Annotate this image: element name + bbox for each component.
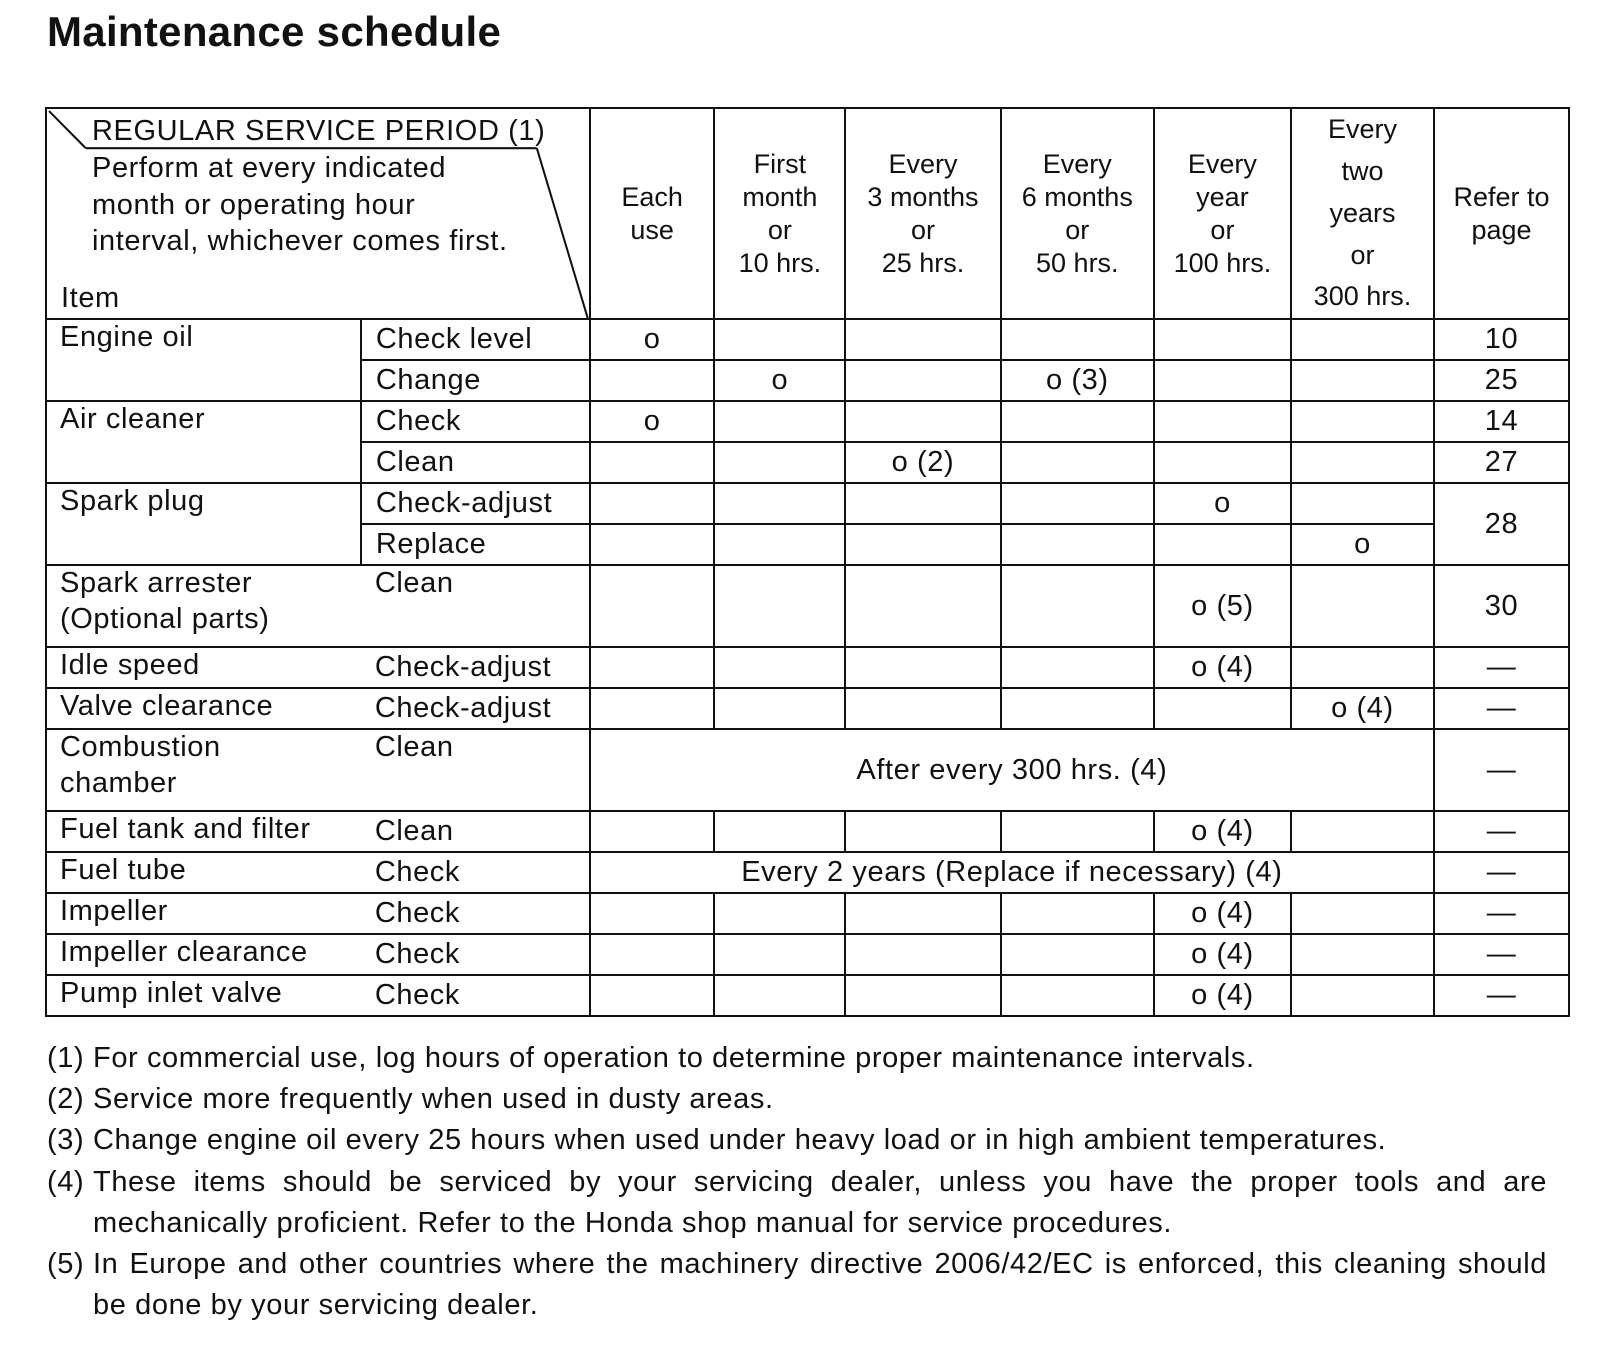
period-line: 6 months [1021,181,1133,212]
item-combustion-chamber [46,729,361,811]
item-valve-clearance: Valve clearance [46,688,361,729]
period-line: Every [1187,148,1257,179]
footnote-text: In Europe and other countries where the machinery directive 2006/42/EC is enforced, this cleaning should be done by your servicing dealer. [93,1248,1547,1322]
action-cell: Clean [361,565,590,647]
schedule-cell [590,934,715,975]
schedule-mark: o [590,319,715,360]
schedule-cell [1291,319,1434,360]
page-ref: 14 [1434,401,1569,442]
table-row [46,688,1569,729]
page-ref: 27 [1434,442,1569,483]
schedule-cell [1001,442,1154,483]
page-ref: — [1434,852,1569,893]
table-row [46,647,1569,688]
table-row [46,401,1569,442]
period-line: Every [888,148,958,179]
period-line: 10 hrs. [738,247,822,278]
item-spark-plug: Spark plug [46,483,361,565]
schedule-cell [1154,360,1291,401]
item-impeller: Impeller [46,893,361,934]
period-line: or [767,214,792,245]
period-line: 3 months [867,181,979,212]
schedule-cell [714,647,845,688]
schedule-cell [1001,524,1154,565]
schedule-cell [845,360,1000,401]
table-row [46,319,1569,360]
action-cell: Check [361,934,590,975]
period-header-each-use [590,108,715,319]
item-line: chamber [60,766,178,799]
page-ref: — [1434,729,1569,811]
schedule-cell [714,934,845,975]
footnote [47,1038,1547,1079]
schedule-cell [714,893,845,934]
footnote-number: (1) [47,1042,85,1074]
action-cell: Replace [361,524,590,565]
period-line: two [1341,155,1384,186]
footnote-number: (3) [47,1124,85,1157]
schedule-cell [714,483,845,524]
schedule-cell [590,811,715,852]
page-ref: 30 [1434,565,1569,647]
period-header-every-year [1154,108,1291,319]
schedule-mark: o (4) [1154,893,1291,934]
schedule-mark: o (2) [845,442,1000,483]
schedule-cell [1001,975,1154,1016]
schedule-cell [590,524,715,565]
schedule-cell [1154,442,1291,483]
period-line: 100 hrs. [1173,247,1272,278]
footnote-number: (2) [47,1083,85,1116]
schedule-cell [590,688,715,729]
item-spark-arrester [46,565,361,647]
footnote [47,1120,1547,1161]
period-header-refer-page [1434,108,1569,319]
period-line: page [1471,214,1532,245]
action-cell: Check-adjust [361,483,590,524]
period-header-3-months [845,108,1000,319]
schedule-cell [714,442,845,483]
period-line: Every [1042,148,1112,179]
item-air-cleaner: Air cleaner [46,401,361,483]
table-row [46,852,1569,893]
period-line: Refer to [1453,181,1550,212]
page-ref: — [1434,975,1569,1016]
schedule-cell [1154,401,1291,442]
service-period-line: Perform at every indicated [92,151,447,184]
schedule-cell [1291,934,1434,975]
page-title: Maintenance schedule [47,8,502,55]
schedule-mark: o (4) [1154,975,1291,1016]
table-row [46,483,1569,524]
schedule-cell [1291,360,1434,401]
period-line: year [1196,181,1249,212]
schedule-mark: o (5) [1154,565,1291,647]
schedule-cell [1291,647,1434,688]
table-row [46,934,1569,975]
schedule-cell [1291,565,1434,647]
period-header-6-months [1001,108,1154,319]
period-line: 300 hrs. [1313,281,1412,312]
page-ref: — [1434,893,1569,934]
schedule-cell [714,401,845,442]
page-ref: — [1434,647,1569,688]
item-fuel-tank-filter: Fuel tank and filter [46,811,361,852]
period-line: or [1350,239,1375,270]
action-cell: Check [361,975,590,1016]
header-corner-cell [46,108,590,319]
schedule-cell [590,893,715,934]
schedule-cell [590,975,715,1016]
page-ref: — [1434,688,1569,729]
page-ref: 28 [1434,483,1569,565]
schedule-cell [714,975,845,1016]
schedule-cell [1291,442,1434,483]
maintenance-table [45,107,1570,1017]
period-line: month [742,181,818,212]
schedule-span-note: Every 2 years (Replace if necessary) (4) [590,852,1434,893]
page-ref: 10 [1434,319,1569,360]
schedule-cell [1001,565,1154,647]
schedule-cell [845,934,1000,975]
schedule-cell [845,647,1000,688]
footnote-text: For commercial use, log hours of operation to determine proper maintenance intervals. [93,1042,1255,1074]
service-period-line: interval, whichever comes first. [92,225,508,258]
schedule-cell [845,975,1000,1016]
period-line: use [630,214,674,245]
schedule-cell [714,811,845,852]
schedule-cell [1154,319,1291,360]
item-engine-oil: Engine oil [46,319,361,401]
table-row [46,811,1569,852]
footnote [47,1079,1547,1120]
item-fuel-tube: Fuel tube [46,852,361,893]
header-corner-text [92,113,545,260]
item-idle-speed: Idle speed [46,647,361,688]
period-line: 25 hrs. [881,247,965,278]
header-row [46,108,1569,319]
schedule-cell [845,524,1000,565]
schedule-cell [1291,401,1434,442]
action-cell: Check-adjust [361,647,590,688]
schedule-cell [1001,893,1154,934]
schedule-cell [845,688,1000,729]
schedule-cell [714,688,845,729]
footnote-number: (4) [47,1165,85,1198]
action-cell: Check [361,401,590,442]
action-cell: Check level [361,319,590,360]
schedule-cell [1001,934,1154,975]
schedule-cell [1154,688,1291,729]
schedule-cell [1001,688,1154,729]
action-cell: Check-adjust [361,688,590,729]
schedule-cell [1291,893,1434,934]
schedule-cell [1001,647,1154,688]
footnote [47,1244,1547,1326]
schedule-mark: o (4) [1154,934,1291,975]
footnote-number: (5) [47,1248,85,1281]
schedule-mark: o [1154,483,1291,524]
schedule-cell [845,319,1000,360]
schedule-mark: o [590,401,715,442]
item-line: (Optional parts) [60,602,270,635]
schedule-cell [590,442,715,483]
period-line: years [1329,197,1396,228]
action-cell: Clean [361,442,590,483]
schedule-cell [1001,319,1154,360]
schedule-cell [1291,811,1434,852]
period-line: 50 hrs. [1036,247,1119,278]
item-line: Combustion [60,731,221,764]
footnote-text: Change engine oil every 25 hours when used under heavy load or in high ambient temperatures. [93,1124,1387,1157]
table-row [46,729,1569,811]
footnote [47,1162,1547,1244]
schedule-mark: o [1291,524,1434,565]
schedule-span-note: After every 300 hrs. (4) [590,729,1434,811]
period-line: or [1065,214,1090,245]
period-line: or [910,214,935,245]
schedule-cell [714,319,845,360]
schedule-cell [845,483,1000,524]
schedule-cell [590,565,715,647]
period-header-two-years [1291,108,1434,319]
footnotes [47,1038,1547,1326]
period-line: Each [621,181,683,212]
schedule-cell [1154,524,1291,565]
service-period-title: REGULAR SERVICE PERIOD (1) [92,115,546,147]
schedule-cell [590,483,715,524]
item-impeller-clearance: Impeller clearance [46,934,361,975]
item-column-label: Item [61,281,120,314]
action-cell: Check [361,852,590,893]
schedule-cell [1001,483,1154,524]
schedule-mark: o (4) [1154,811,1291,852]
schedule-cell [1291,975,1434,1016]
action-cell: Clean [361,729,590,811]
table-row [46,565,1569,647]
schedule-cell [590,647,715,688]
table-row [46,975,1569,1016]
schedule-mark: o (4) [1291,688,1434,729]
schedule-cell [590,360,715,401]
schedule-cell [1001,811,1154,852]
schedule-cell [1291,483,1434,524]
action-cell: Change [361,360,590,401]
item-pump-inlet-valve: Pump inlet valve [46,975,361,1016]
footnote-text: Service more frequently when used in dusty areas. [93,1083,774,1116]
action-cell: Check [361,893,590,934]
period-line: First [753,148,807,179]
schedule-mark: o (3) [1001,360,1154,401]
action-cell: Clean [361,811,590,852]
table-row [46,893,1569,934]
schedule-cell [1001,401,1154,442]
service-period-line: month or operating hour [92,188,416,221]
period-line: or [1210,214,1235,245]
schedule-mark: o [714,360,845,401]
schedule-cell [714,524,845,565]
page-ref: — [1434,934,1569,975]
page-ref: 25 [1434,360,1569,401]
schedule-mark: o (4) [1154,647,1291,688]
schedule-cell [845,565,1000,647]
period-line: Every [1327,114,1397,144]
schedule-cell [845,811,1000,852]
period-header-first-month [714,108,845,319]
schedule-cell [714,565,845,647]
page-ref: — [1434,811,1569,852]
footnote-text: These items should be serviced by your servicing dealer, unless you have the proper tools and are mechanically proficient. Refer to the Honda shop manual for service procedures. [93,1165,1547,1239]
schedule-cell [845,401,1000,442]
schedule-cell [845,893,1000,934]
item-line: Spark arrester [60,567,253,600]
